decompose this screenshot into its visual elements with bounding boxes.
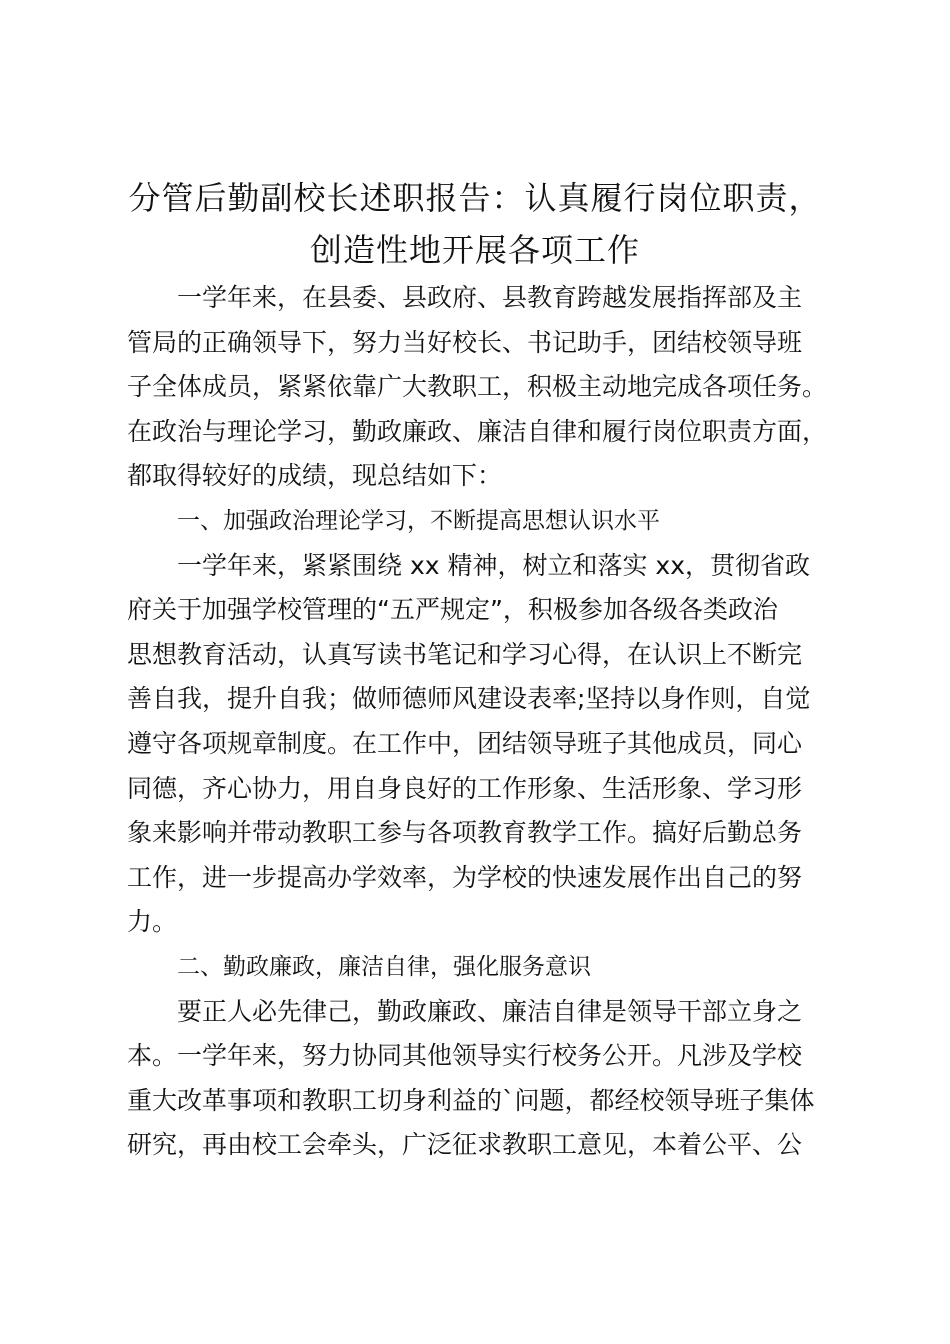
document-title xyxy=(0,172,950,276)
text-line: 工作，进一步提高办学效率，为学校的快速发展作出自己的努 xyxy=(127,862,803,892)
title-line: 创造性地开展各项工作 xyxy=(309,231,640,269)
text-line: 思想教育活动，认真写读书笔记和学习心得，在认识上不断完 xyxy=(127,639,803,669)
text-line: 一学年来，在县委、县政府、县教育跨越发展指挥部及主 xyxy=(177,283,803,312)
section-heading-1: 一、加强政治理论学习，不断提高思想认识水平 xyxy=(177,507,660,534)
text-line: 一学年来，紧紧围绕 xx 精神，树立和落实 xx，贯彻省政 xyxy=(177,550,811,580)
text-line: 都取得较好的成绩，现总结如下： xyxy=(127,461,503,491)
text-line: 在政治与理论学习，勤政廉政、廉洁自律和履行岗位职责方面， xyxy=(127,416,828,446)
text-line: 同德，齐心协力，用自身良好的工作形象、生活形象、学习形 xyxy=(127,773,803,803)
document-body xyxy=(127,276,835,1168)
paragraph-section-1 xyxy=(127,544,835,945)
text-line: 象来影响并带动教职工参与各项教育教学工作。搞好后勤总务 xyxy=(127,818,803,848)
text-line: 府关于加强学校管理的“五严规定”，积极参加各级各类政治 xyxy=(127,595,778,625)
text-line: 本。一学年来，努力协同其他领导实行校务公开。凡涉及学校 xyxy=(127,1041,803,1071)
text-line: 遵守各项规章制度。在工作中，团结领导班子其他成员，同心 xyxy=(127,728,803,758)
text-line: 管局的正确领导下，努力当好校长、书记助手，团结校领导班 xyxy=(127,327,803,357)
paragraph-intro xyxy=(127,276,835,499)
text-line: 要正人必先律己，勤政廉政、廉洁自律是领导干部立身之 xyxy=(177,996,803,1026)
text-line: 研究，再由校工会牵头，广泛征求教职工意见，本着公平、公 xyxy=(127,1130,803,1160)
text-line: 重大改革事项和教职工切身利益的`问题，都经校领导班子集体 xyxy=(127,1085,815,1115)
text-line: 善自我，提升自我；做师德师风建设表率;坚持以身作则，自觉 xyxy=(127,684,811,714)
paragraph-section-2 xyxy=(127,990,835,1168)
text-line: 子全体成员，紧紧依靠广大教职工，积极主动地完成各项任务。 xyxy=(127,372,828,402)
title-line: 分管后勤副校长述职报告：认真履行岗位职责， xyxy=(128,179,822,217)
section-heading-2: 二、勤政廉政，廉洁自律，强化服务意识 xyxy=(177,953,591,980)
text-line: 力。 xyxy=(127,907,178,937)
